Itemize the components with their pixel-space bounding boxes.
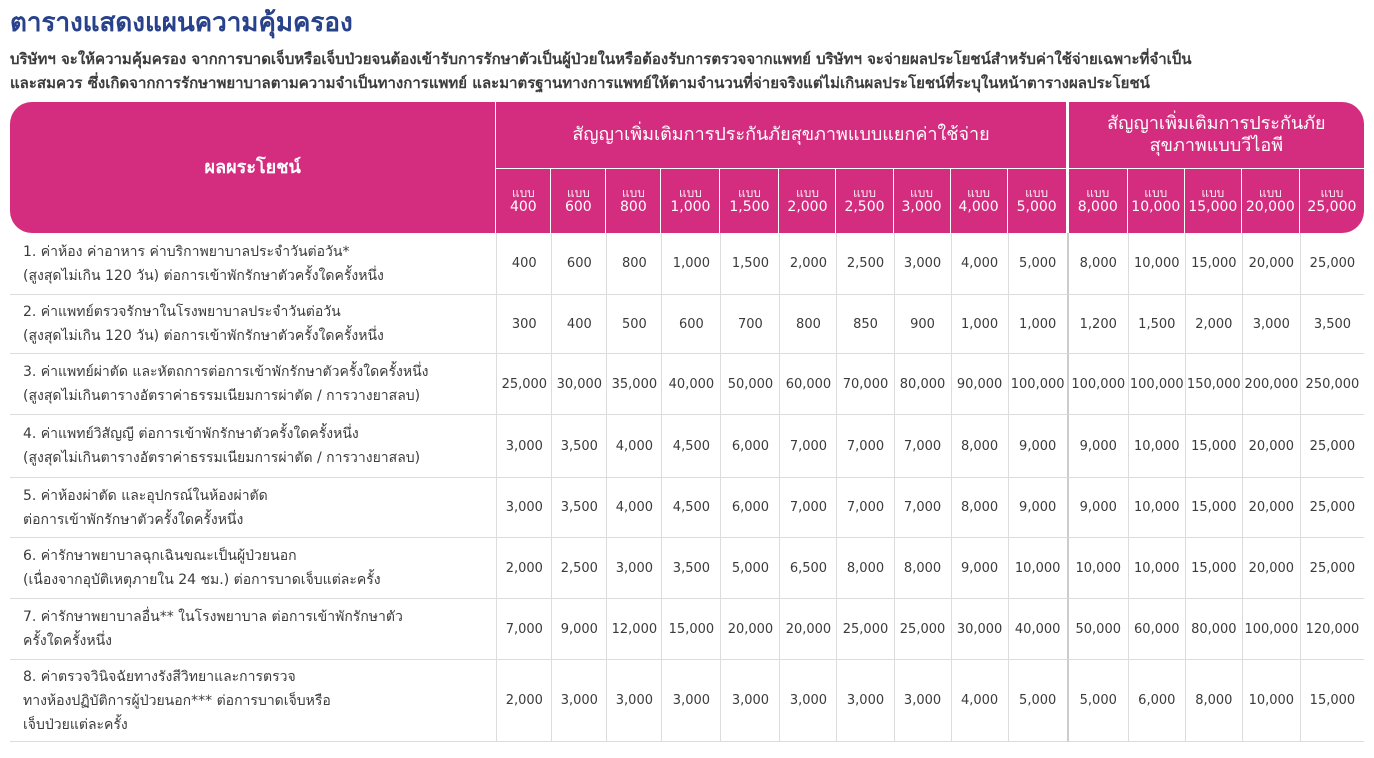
benefit-name-cell: [10, 538, 496, 599]
page-title: ตารางแสดงแผนความคุ้มครอง: [10, 8, 353, 38]
benefit-value-cell: 1,500: [1128, 295, 1185, 354]
group-header-separate-expense: สัญญาเพิ่มเติมการประกันภัยสุขภาพแบบแยกค่าใช้จ่าย: [496, 102, 1066, 169]
plan-label-value: 1,500: [729, 198, 770, 215]
plan-label-value: 10,000: [1131, 198, 1181, 215]
benefit-value-cell: 5,000: [720, 538, 779, 599]
plan-label-value: 5,000: [1016, 198, 1057, 215]
benefit-value-cell: 10,000: [1128, 415, 1185, 478]
benefit-value-cell: 1,000: [661, 233, 720, 295]
benefit-value-cell: 4,000: [606, 415, 661, 478]
benefit-value-cell: 40,000: [1008, 599, 1067, 660]
benefit-value-cell: 9,000: [1067, 415, 1128, 478]
benefit-value-cell: 2,000: [496, 538, 551, 599]
benefit-value-cell: 250,000: [1300, 354, 1364, 415]
plan-label-value: 400: [509, 198, 537, 215]
benefit-value-cell: 1,000: [1008, 295, 1067, 354]
benefit-name-line: 3. ค่าแพทย์ผ่าตัด และหัตถการต่อการเข้าพักรักษาตัวครั้งใดครั้งหนึ่ง: [23, 364, 429, 380]
benefit-value-cell: 3,000: [894, 233, 951, 295]
benefit-name-line: 5. ค่าห้องผ่าตัด และอุปกรณ์ในห้องผ่าตัด: [23, 487, 268, 504]
benefit-value-cell: 10,000: [1067, 538, 1128, 599]
benefit-value-cell: 80,000: [1185, 599, 1242, 660]
benefit-name-line: (สูงสุดไม่เกิน 120 วัน) ต่อการเข้าพักรักษาตัวครั้งใดครั้งหนึ่ง: [23, 267, 384, 284]
plan-label-prefix: แบบ: [566, 185, 590, 200]
benefit-value-cell: 9,000: [1008, 415, 1067, 478]
plan-label-value: 20,000: [1245, 198, 1295, 215]
benefit-value-cell: 8,000: [836, 538, 893, 599]
plan-header: [496, 169, 551, 233]
benefit-value-cell: 600: [661, 295, 720, 354]
intro-line: บริษัทฯ จะให้ความคุ้มครอง จากการบาดเจ็บหรือเจ็บป่วยจนต้องเข้ารับการรักษาตัวเป็นผู้ป่วยในหรือต้องรับการตรวจจากแพทย์ บริษัทฯ จะจ่ายผลประโยชน์สำหรับค่าใช้จ่ายเฉพาะที่จำเป็น: [10, 50, 1192, 68]
plan-label-value: 25,000: [1307, 198, 1357, 215]
benefit-name-cell: [10, 478, 496, 538]
benefit-value-cell: 6,500: [779, 538, 836, 599]
plan-header: [1242, 169, 1300, 233]
benefit-value-cell: 150,000: [1185, 354, 1242, 415]
benefit-value-cell: 50,000: [1067, 599, 1128, 660]
benefit-value-cell: 5,000: [1008, 233, 1067, 295]
group-header-vip: [1067, 102, 1364, 169]
benefit-value-cell: 300: [496, 295, 551, 354]
benefit-value-cell: 20,000: [1242, 233, 1300, 295]
benefit-value-cell: 10,000: [1128, 478, 1185, 538]
coverage-table: [10, 102, 1364, 742]
benefit-value-cell: 20,000: [1242, 478, 1300, 538]
benefit-value-cell: 700: [720, 295, 779, 354]
plan-label-prefix: แบบ: [1320, 185, 1344, 200]
benefit-value-cell: 5,000: [1067, 660, 1128, 742]
benefit-value-cell: 3,000: [836, 660, 893, 742]
benefit-name-line: ทางห้องปฏิบัติการผู้ป่วยนอก*** ต่อการบาดเจ็บหรือ: [23, 692, 331, 709]
benefit-value-cell: 5,000: [1008, 660, 1067, 742]
benefit-name-cell: [10, 415, 496, 478]
benefit-value-cell: 3,500: [551, 415, 606, 478]
benefit-value-cell: 7,000: [894, 415, 951, 478]
benefit-value-cell: 900: [894, 295, 951, 354]
benefit-name-cell: [10, 233, 496, 295]
benefit-value-cell: 1,200: [1067, 295, 1128, 354]
benefit-value-cell: 4,000: [951, 660, 1008, 742]
benefit-name-line: 4. ค่าแพทย์วิสัญญี ต่อการเข้าพักรักษาตัวครั้งใดครั้งหนึ่ง: [23, 426, 359, 442]
benefit-name-line: ครั้งใดครั้งหนึ่ง: [23, 633, 113, 649]
benefit-value-cell: 3,000: [1242, 295, 1300, 354]
benefit-value-cell: 120,000: [1300, 599, 1364, 660]
plan-label-prefix: แบบ: [1144, 185, 1168, 200]
benefit-value-cell: 30,000: [951, 599, 1008, 660]
benefit-value-cell: 3,000: [606, 660, 661, 742]
table-body: [10, 233, 1364, 742]
benefit-value-cell: 25,000: [496, 354, 551, 415]
benefit-value-cell: 70,000: [836, 354, 893, 415]
benefit-value-cell: 15,000: [661, 599, 720, 660]
intro-paragraph: [10, 47, 1364, 95]
table-row: [10, 599, 1364, 660]
benefit-value-cell: 8,000: [951, 478, 1008, 538]
benefit-value-cell: 9,000: [1008, 478, 1067, 538]
benefit-value-cell: 2,000: [1185, 295, 1242, 354]
benefit-value-cell: 20,000: [779, 599, 836, 660]
benefit-value-cell: 7,000: [779, 478, 836, 538]
benefit-value-cell: 800: [779, 295, 836, 354]
benefit-value-cell: 40,000: [661, 354, 720, 415]
plan-header: [1185, 169, 1242, 233]
plan-label-value: 2,500: [844, 198, 885, 215]
plan-header: [779, 169, 836, 233]
table-row: [10, 295, 1364, 354]
table-row: [10, 478, 1364, 538]
intro-line: และสมควร ซึ่งเกิดจากการรักษาพยาบาลตามความจำเป็นทางการแพทย์ และมาตรฐานทางการแพทย์ให้ตามจำนวนที่จ่ายจริงแต่ไม่เกินผลประโยชน์ที่ระบุในหน้าตารางผลประโยชน์: [10, 74, 1150, 92]
benefit-name-cell: [10, 599, 496, 660]
benefit-value-cell: 50,000: [720, 354, 779, 415]
benefit-value-cell: 3,000: [496, 478, 551, 538]
benefit-value-cell: 10,000: [1242, 660, 1300, 742]
benefit-value-cell: 3,000: [606, 538, 661, 599]
benefit-value-cell: 4,500: [661, 478, 720, 538]
benefit-name-line: 2. ค่าแพทย์ตรวจรักษาในโรงพยาบาลประจำวันต่อวัน: [23, 304, 341, 320]
benefit-name-line: 1. ค่าห้อง ค่าอาหาร ค่าบริกาพยาบาลประจำวันต่อวัน*: [23, 243, 350, 260]
benefit-value-cell: 7,000: [779, 415, 836, 478]
benefit-value-cell: 8,000: [951, 415, 1008, 478]
plan-header: [551, 169, 606, 233]
benefit-value-cell: 4,000: [951, 233, 1008, 295]
benefit-value-cell: 20,000: [1242, 538, 1300, 599]
benefit-name-cell: [10, 660, 496, 742]
table-row: [10, 415, 1364, 478]
benefit-value-cell: 8,000: [894, 538, 951, 599]
benefit-name-line: 6. ค่ารักษาพยาบาลฉุกเฉินขณะเป็นผู้ป่วยนอก: [23, 548, 297, 564]
table-row: [10, 538, 1364, 599]
benefit-value-cell: 2,000: [779, 233, 836, 295]
benefit-value-cell: 25,000: [1300, 478, 1364, 538]
benefit-value-cell: 800: [606, 233, 661, 295]
benefit-value-cell: 60,000: [1128, 599, 1185, 660]
plan-label-prefix: แบบ: [1086, 185, 1110, 200]
benefit-value-cell: 200,000: [1242, 354, 1300, 415]
plan-header: [1300, 169, 1364, 233]
benefit-value-cell: 3,500: [1300, 295, 1364, 354]
benefit-value-cell: 2,500: [551, 538, 606, 599]
plan-label-value: 800: [620, 198, 647, 215]
benefit-column-header: ผลผระโยชน์: [10, 102, 496, 233]
benefit-value-cell: 1,000: [951, 295, 1008, 354]
benefit-value-cell: 9,000: [951, 538, 1008, 599]
benefit-value-cell: 15,000: [1300, 660, 1364, 742]
benefit-value-cell: 2,000: [496, 660, 551, 742]
plan-label-prefix: แบบ: [621, 185, 645, 200]
benefit-value-cell: 15,000: [1185, 478, 1242, 538]
benefit-value-cell: 15,000: [1185, 233, 1242, 295]
benefit-value-cell: 850: [836, 295, 893, 354]
benefit-value-cell: 3,000: [496, 415, 551, 478]
benefit-value-cell: 7,000: [836, 415, 893, 478]
plan-label-value: 2,000: [787, 198, 828, 215]
plan-header: [951, 169, 1008, 233]
benefit-value-cell: 100,000: [1242, 599, 1300, 660]
plan-label-value: 1,000: [670, 198, 711, 215]
benefit-name-line: ต่อการเข้าพักรักษาตัวครั้งใดครั้งหนึ่ง: [23, 511, 244, 528]
benefit-value-cell: 3,500: [661, 538, 720, 599]
benefit-value-cell: 15,000: [1185, 538, 1242, 599]
table-row: [10, 660, 1364, 742]
plan-label-prefix: แบบ: [795, 185, 819, 200]
benefit-value-cell: 8,000: [1185, 660, 1242, 742]
benefit-name-line: 8. ค่าตรวจวินิจฉัยทางรังสีวิทยาและการตรวจ: [23, 668, 296, 685]
plan-label-prefix: แบบ: [1025, 185, 1049, 200]
plan-label-prefix: แบบ: [1258, 185, 1282, 200]
benefit-value-cell: 7,000: [836, 478, 893, 538]
benefit-value-cell: 25,000: [1300, 538, 1364, 599]
benefit-value-cell: 20,000: [720, 599, 779, 660]
benefit-value-cell: 6,000: [720, 478, 779, 538]
plan-label-value: 8,000: [1077, 198, 1118, 215]
benefit-name-line: 7. ค่ารักษาพยาบาลอื่น** ในโรงพยาบาล ต่อการเข้าพักรักษาตัว: [23, 609, 403, 625]
benefit-value-cell: 100,000: [1128, 354, 1185, 415]
plan-label-value: 600: [564, 198, 592, 215]
benefit-value-cell: 100,000: [1008, 354, 1067, 415]
benefit-name-cell: [10, 295, 496, 354]
benefit-value-cell: 3,000: [551, 660, 606, 742]
benefit-value-cell: 10,000: [1008, 538, 1067, 599]
benefit-value-cell: 25,000: [836, 599, 893, 660]
benefit-value-cell: 6,000: [1128, 660, 1185, 742]
plan-label-value: 4,000: [958, 198, 999, 215]
benefit-value-cell: 400: [551, 295, 606, 354]
benefit-value-cell: 15,000: [1185, 415, 1242, 478]
benefit-value-cell: 400: [496, 233, 551, 295]
benefit-value-cell: 25,000: [894, 599, 951, 660]
benefit-value-cell: 10,000: [1128, 538, 1185, 599]
benefit-name-line: (สูงสุดไม่เกิน 120 วัน) ต่อการเข้าพักรักษาตัวครั้งใดครั้งหนึ่ง: [23, 328, 384, 344]
plan-header: [1128, 169, 1185, 233]
plan-label-value: 15,000: [1188, 198, 1238, 215]
benefit-value-cell: 600: [551, 233, 606, 295]
plan-label-prefix: แบบ: [853, 185, 876, 200]
benefit-value-cell: 12,000: [606, 599, 661, 660]
plan-label-value: 3,000: [901, 198, 942, 215]
plan-label-prefix: แบบ: [910, 185, 934, 200]
benefit-name-line: เจ็บป่วยแต่ละครั้ง: [23, 716, 128, 733]
table-row: [10, 233, 1364, 295]
benefit-name-line: (สูงสุดไม่เกินตารางอัตราค่าธรรมเนียมการผ่าตัด / การวางยาสลบ): [23, 388, 421, 404]
plan-header: [894, 169, 951, 233]
benefit-value-cell: 3,000: [720, 660, 779, 742]
plan-label-prefix: แบบ: [678, 185, 702, 200]
benefit-value-cell: 3,000: [779, 660, 836, 742]
benefit-value-cell: 25,000: [1300, 233, 1364, 295]
plan-header: [661, 169, 720, 233]
benefit-value-cell: 4,000: [606, 478, 661, 538]
group-header-vip-line: สุขภาพแบบวีไอพี: [1149, 135, 1284, 156]
benefit-value-cell: 7,000: [894, 478, 951, 538]
benefit-value-cell: 6,000: [720, 415, 779, 478]
plan-header: [1008, 169, 1067, 233]
plan-label-prefix: แบบ: [511, 185, 535, 200]
plan-label-prefix: แบบ: [967, 185, 991, 200]
plan-header: [606, 169, 661, 233]
benefit-value-cell: 25,000: [1300, 415, 1364, 478]
benefit-value-cell: 80,000: [894, 354, 951, 415]
benefit-value-cell: 3,000: [894, 660, 951, 742]
plan-label-prefix: แบบ: [737, 185, 761, 200]
benefit-value-cell: 35,000: [606, 354, 661, 415]
benefit-value-cell: 9,000: [1067, 478, 1128, 538]
group-header-vip-line: สัญญาเพิ่มเติมการประกันภัย: [1107, 112, 1326, 134]
benefit-value-cell: 2,500: [836, 233, 893, 295]
benefit-value-cell: 1,500: [720, 233, 779, 295]
benefit-value-cell: 60,000: [779, 354, 836, 415]
benefit-value-cell: 500: [606, 295, 661, 354]
benefit-value-cell: 7,000: [496, 599, 551, 660]
plan-label-prefix: แบบ: [1201, 185, 1225, 200]
benefit-name-line: (สูงสุดไม่เกินตารางอัตราค่าธรรมเนียมการผ่าตัด / การวางยาสลบ): [23, 450, 421, 466]
table-row: [10, 354, 1364, 415]
benefit-value-cell: 4,500: [661, 415, 720, 478]
benefit-value-cell: 90,000: [951, 354, 1008, 415]
benefit-value-cell: 20,000: [1242, 415, 1300, 478]
benefit-value-cell: 100,000: [1067, 354, 1128, 415]
benefit-value-cell: 3,500: [551, 478, 606, 538]
benefit-value-cell: 30,000: [551, 354, 606, 415]
plan-header: [1067, 169, 1128, 233]
plan-header: [720, 169, 779, 233]
benefit-value-cell: 3,000: [661, 660, 720, 742]
benefit-value-cell: 8,000: [1067, 233, 1128, 295]
benefit-value-cell: 9,000: [551, 599, 606, 660]
benefit-name-line: (เนื่องจากอุบัติเหตุภายใน 24 ชม.) ต่อการบาดเจ็บแต่ละครั้ง: [23, 572, 381, 588]
benefit-value-cell: 10,000: [1128, 233, 1185, 295]
plan-header: [836, 169, 893, 233]
benefit-name-cell: [10, 354, 496, 415]
